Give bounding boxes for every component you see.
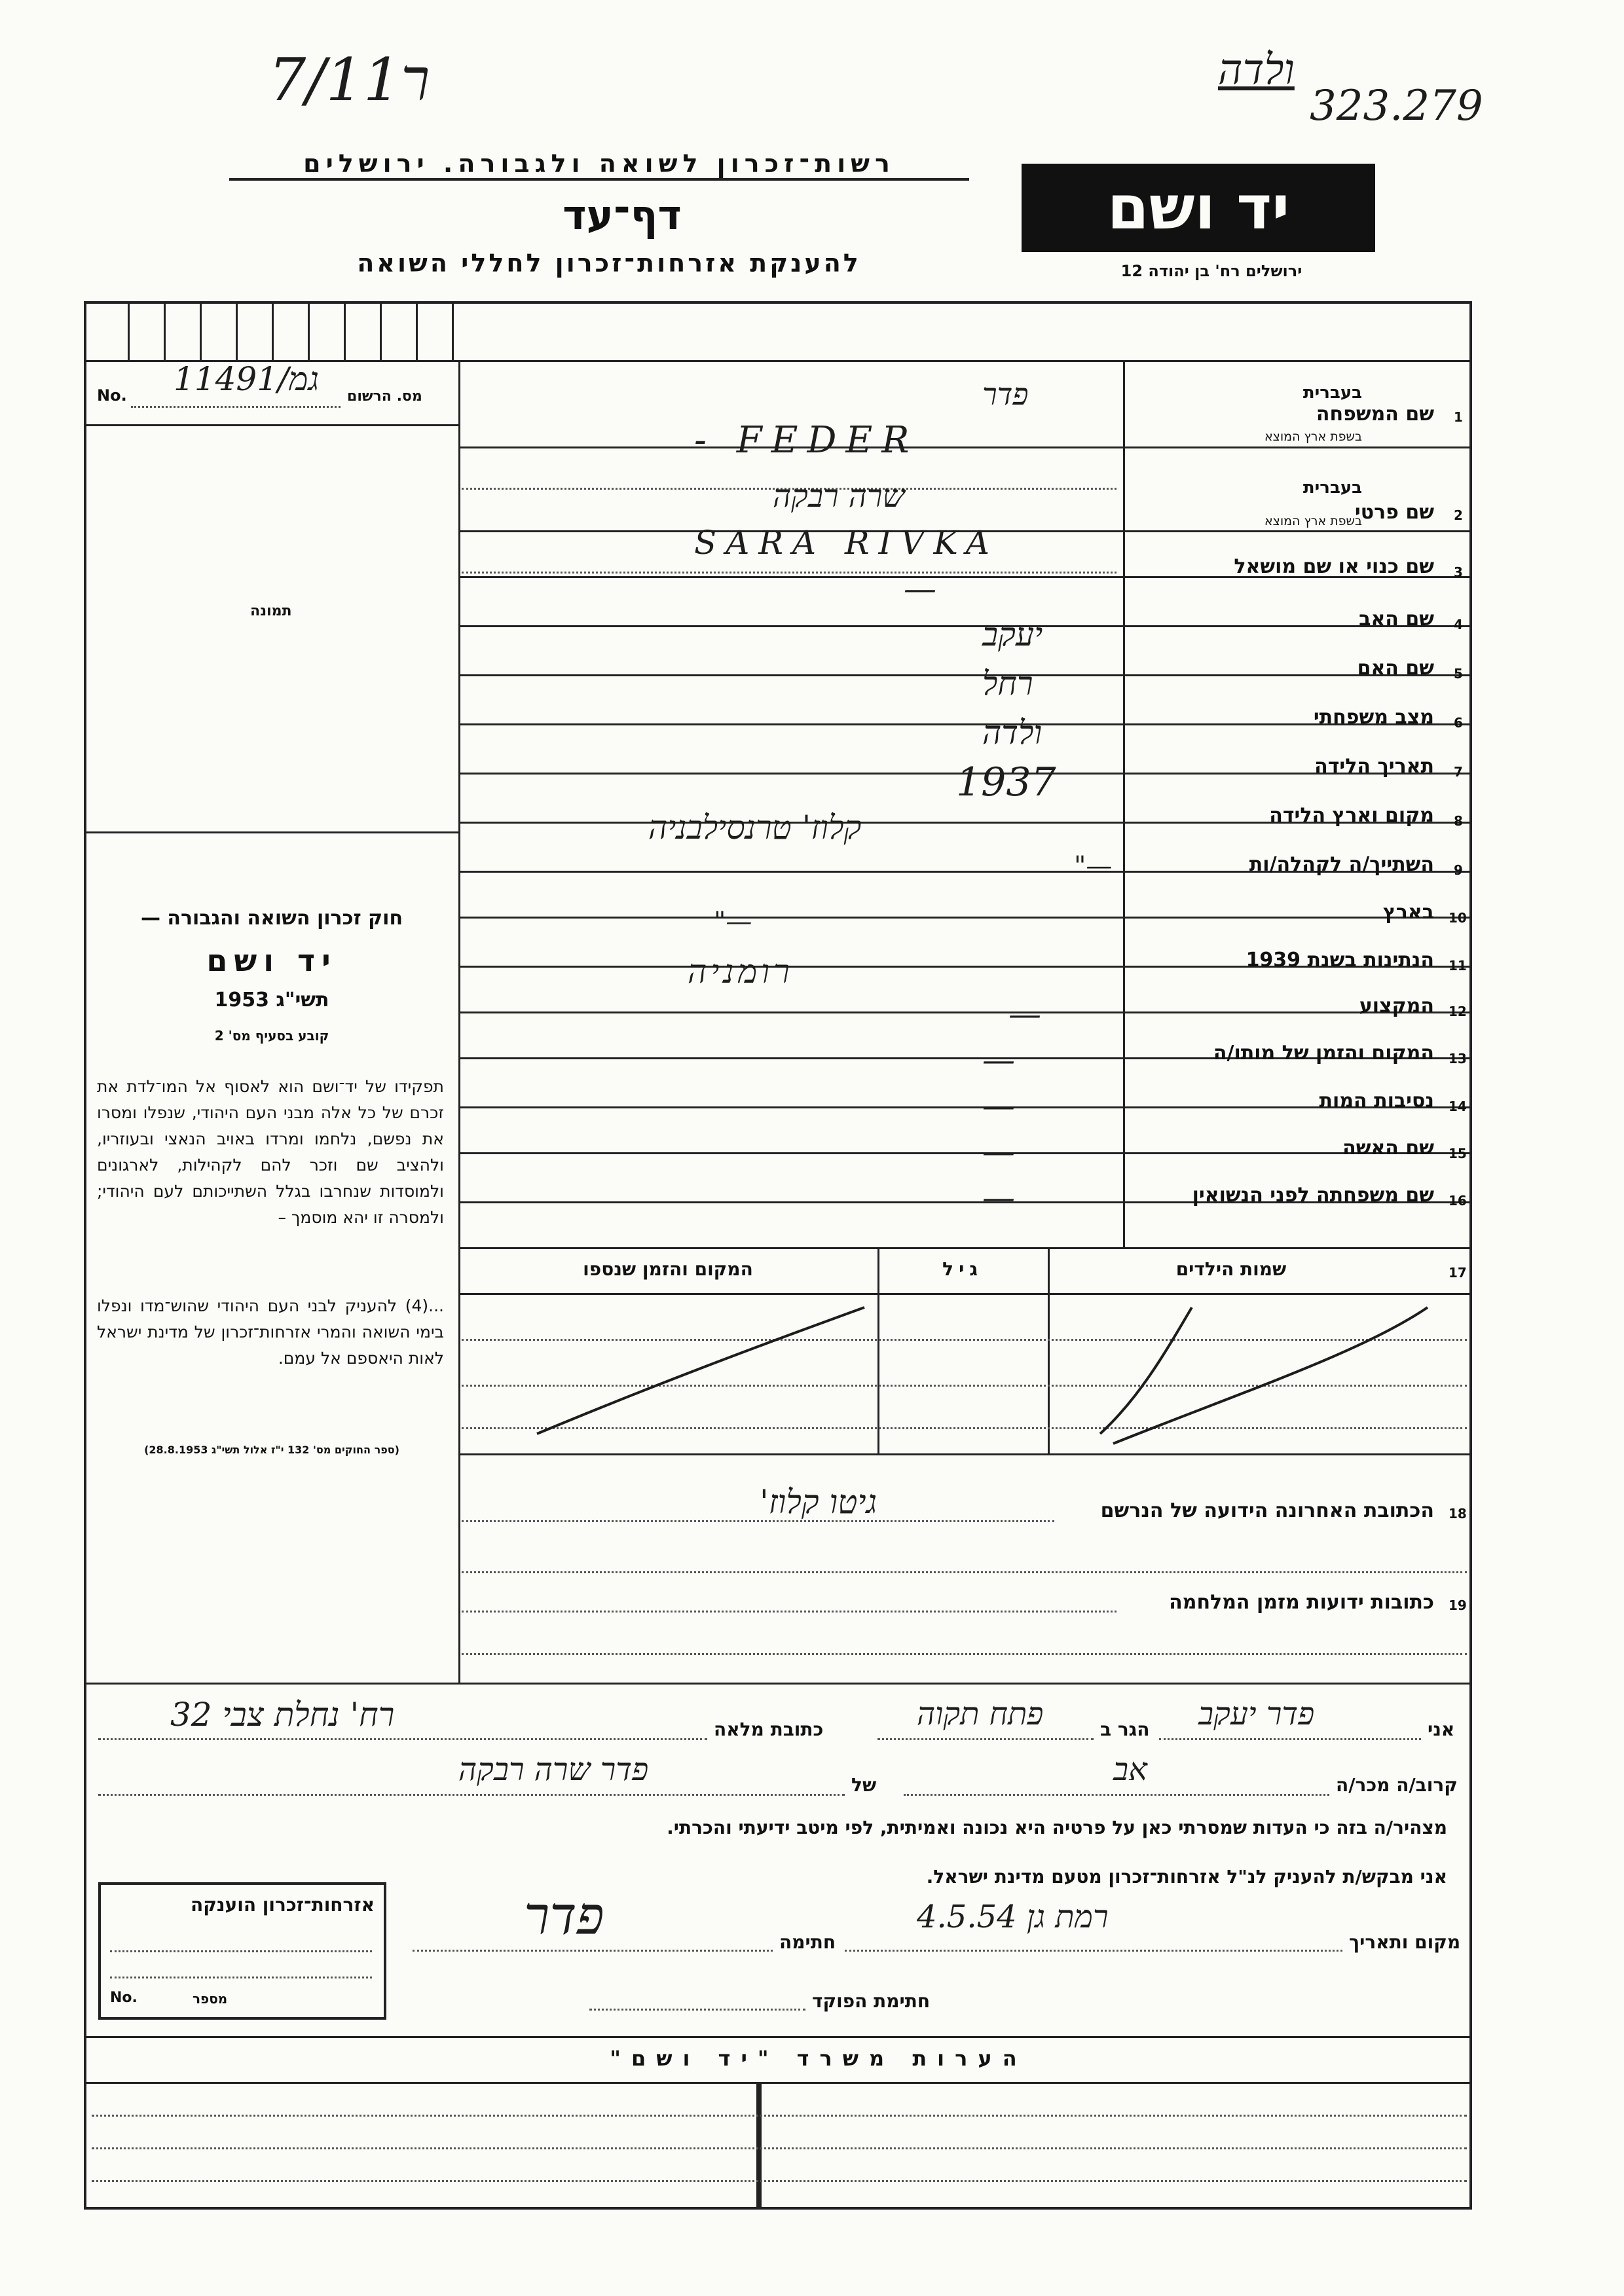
field-6-value: ולדה xyxy=(982,714,1043,752)
decl-address: רח' נחלת צבי 32 xyxy=(170,1696,395,1734)
field-14-value: — xyxy=(982,1087,1015,1125)
decl-resides: הגר ב xyxy=(1100,1719,1150,1740)
decl-ani: אני xyxy=(1428,1719,1455,1740)
field-16-number: 16 xyxy=(1449,1193,1467,1209)
decl-request: אני מבקש/ת להעניק לנ"ל אזרחות־זכרון מטעם מדינת ישראל. xyxy=(926,1866,1447,1887)
field-1-sub-hebrew: בעברית xyxy=(1302,383,1362,403)
field-12-value: — xyxy=(1008,995,1041,1033)
field-12-number: 12 xyxy=(1449,1004,1467,1019)
field-3-value: — xyxy=(904,570,936,608)
field-1-label: שם המשפחה xyxy=(1316,403,1434,426)
field-5-value: רחל xyxy=(982,665,1033,702)
field-12-label: המקצוע xyxy=(1359,994,1434,1017)
field-2-number: 2 xyxy=(1454,507,1463,523)
field-15-number: 15 xyxy=(1449,1146,1467,1161)
children-col-age: גיל xyxy=(942,1258,983,1280)
field-16-label: שם משפחתה לפני הנשואין xyxy=(1192,1184,1434,1207)
decl-address-label: כתובת מלאה xyxy=(714,1719,824,1740)
registration-number: גמ/11491 xyxy=(174,360,320,398)
citizenship-box-no: No. xyxy=(110,1990,138,2006)
field-11-value: רומניה xyxy=(688,953,794,991)
field-8-value: קלוז' טרנסילבניה xyxy=(648,809,862,847)
field-5-number: 5 xyxy=(1454,666,1463,682)
field-6-label: מצב משפחתי xyxy=(1313,706,1434,729)
field-13-label: המקום והזמן של מותו/ה xyxy=(1213,1042,1434,1065)
decl-city: פתח תקוה xyxy=(917,1696,1044,1732)
decl-statement: מצהיר/ה בזה כי העדות שמסרתי כאן על פרטיה היא נכונה ואמיתית, לפי מיטב ידיעתי והכרתי. xyxy=(667,1817,1447,1838)
field-9-number: 9 xyxy=(1454,862,1463,878)
decl-relation: אב xyxy=(1113,1751,1147,1788)
decl-signature: פדר xyxy=(524,1886,604,1946)
field-15-value: — xyxy=(982,1133,1015,1171)
field-14-label: נסיבות המות xyxy=(1319,1089,1434,1112)
field-18-value: גיטו קלוז' xyxy=(760,1483,877,1521)
field-11-number: 11 xyxy=(1449,958,1467,974)
field-18-label: הכתובת האחרונה הידועה של הנרשם xyxy=(1100,1499,1434,1522)
citizenship-box-title: אזרחות־זכרון הוענקה xyxy=(191,1894,375,1916)
field-16-value: — xyxy=(982,1178,1015,1216)
registration-ms-label: מס. הרשום xyxy=(347,388,422,405)
registration-no-label: No. xyxy=(97,386,127,405)
field-2-sub-hebrew: בעברית xyxy=(1302,478,1362,498)
field-2-label: שם פרטי xyxy=(1354,501,1434,524)
field-13-value: — xyxy=(982,1041,1015,1079)
law-body: תפקידו של יד־ושם הוא לאסוף אל המו־לדת את זכרם של כל אלה מבני העם היהודי, שנפלו ומסרו את נפשם, נלחמו ומרדו באויב הנאצי ובעוזריו, ולהציב שם וזכר להם לקהילות, לארגונים ולמוסדות שנחרבו בגלל השתייכותם לעם היהודי; ולמסרה זו יהא מוסמך – xyxy=(97,1077,444,1227)
handwritten-ref-right-number: 323.279 xyxy=(1310,82,1483,130)
field-4-label: שם האב xyxy=(1359,608,1434,630)
decl-of-name: פדר שרה רבקה xyxy=(458,1751,649,1788)
law-year: תשי"ג 1953 xyxy=(214,989,329,1011)
field-1-value-hebrew: פדר xyxy=(982,376,1029,412)
decl-signature-label: חתימה xyxy=(779,1931,836,1953)
field-8-label: מקום וארץ הלידה xyxy=(1269,804,1434,827)
field-3-label: שם כנוי או שם מושאל xyxy=(1234,555,1434,578)
field-18-number: 18 xyxy=(1449,1506,1467,1522)
field-2-sub-origin: בשפת ארץ המוצא xyxy=(1264,514,1362,528)
field-3-number: 3 xyxy=(1454,564,1463,580)
logo-address: ירושלים רח' בן יהודה 12 xyxy=(1120,262,1302,280)
photo-placeholder xyxy=(86,426,458,831)
field-14-number: 14 xyxy=(1449,1099,1467,1114)
law-name: יד ושם xyxy=(206,943,337,978)
field-5-label: שם האם xyxy=(1357,657,1434,680)
form-subtitle: להענקת אזרחות־זכרון לחללי השואה xyxy=(357,249,861,278)
field-2-value-hebrew: שרה רבקה xyxy=(773,478,905,515)
field-19-number: 19 xyxy=(1449,1597,1467,1613)
field-11-label: הנתינות בשנת 1939 xyxy=(1246,949,1434,972)
field-10-value: "— xyxy=(714,907,752,937)
field-6-number: 6 xyxy=(1454,715,1463,731)
decl-supervisor-label: חתימת הפוקד xyxy=(812,1990,931,2012)
decl-of: של xyxy=(851,1774,877,1796)
field-19-label: כתובות ידועות מזמן המלחמה xyxy=(1169,1591,1434,1614)
authority-heading: רשות־זכרון לשואה ולגבורה. ירושלים xyxy=(229,149,969,181)
form-title: דף־עד xyxy=(563,191,682,239)
field-15-label: שם האשה xyxy=(1342,1137,1434,1159)
citizenship-box xyxy=(98,1882,386,2020)
field-1-sub-origin: בשפת ארץ המוצא xyxy=(1264,429,1362,444)
field-10-number: 10 xyxy=(1449,910,1467,926)
decl-place-date: רמת גן 4.5.54 xyxy=(917,1899,1109,1935)
field-1-value-latin: - FEDER xyxy=(694,419,919,462)
handwritten-ref-left: 7/11ר xyxy=(268,46,430,115)
field-10-label: בארץ xyxy=(1382,901,1434,924)
field-8-number: 8 xyxy=(1454,813,1463,829)
field-1-number: 1 xyxy=(1454,409,1463,425)
citizenship-box-number-label: מספר xyxy=(193,1991,228,2007)
field-4-number: 4 xyxy=(1454,617,1463,632)
law-clause: קובע בסעיף מס' 2 xyxy=(214,1028,329,1044)
field-4-value: יעקב xyxy=(982,615,1043,653)
law-source: (ספר החוקים מס' 132 י"ז אלול תשי"ג 28.8.1953) xyxy=(144,1444,399,1456)
field-9-label: השתייך/ה לקהלה/ות xyxy=(1249,853,1434,876)
field-9-value: "— xyxy=(1074,851,1113,881)
office-notes-title: הערות משרד "יד ושם" xyxy=(610,2046,1027,2071)
field-7-number: 7 xyxy=(1454,764,1463,780)
field-7-value: 1937 xyxy=(956,759,1056,805)
handwritten-ref-right-label: ולדה xyxy=(1218,46,1295,94)
field-2-value-latin: SARA RIVKA xyxy=(694,524,999,562)
field-13-number: 13 xyxy=(1449,1051,1467,1066)
children-crossout-marks xyxy=(458,1293,1472,1453)
children-col-names: שמות הילדים xyxy=(1175,1258,1287,1280)
field-17-number: 17 xyxy=(1449,1265,1467,1281)
yad-vashem-logo: יד ושם xyxy=(1022,164,1375,252)
children-col-place: המקום והזמן שנספו xyxy=(583,1258,753,1280)
decl-relative-label: קרוב/ה מכר/ה xyxy=(1336,1774,1458,1796)
photo-label: תמונה xyxy=(250,603,292,619)
decl-place-date-label: מקום ותאריך xyxy=(1349,1931,1461,1953)
law-title: חוק זכרון השואה והגבורה — xyxy=(140,907,403,930)
field-7-label: תאריך הלידה xyxy=(1314,755,1434,778)
decl-name: פדר יעקב xyxy=(1198,1696,1315,1732)
law-body-2: ...(4) להעניק לבני העם היהודי שהוש־מדו ונפלו בימי השואה והמרי אזרחות־זכרון של מדינת ישראל לאות היאספם אל עמם. xyxy=(97,1296,444,1368)
